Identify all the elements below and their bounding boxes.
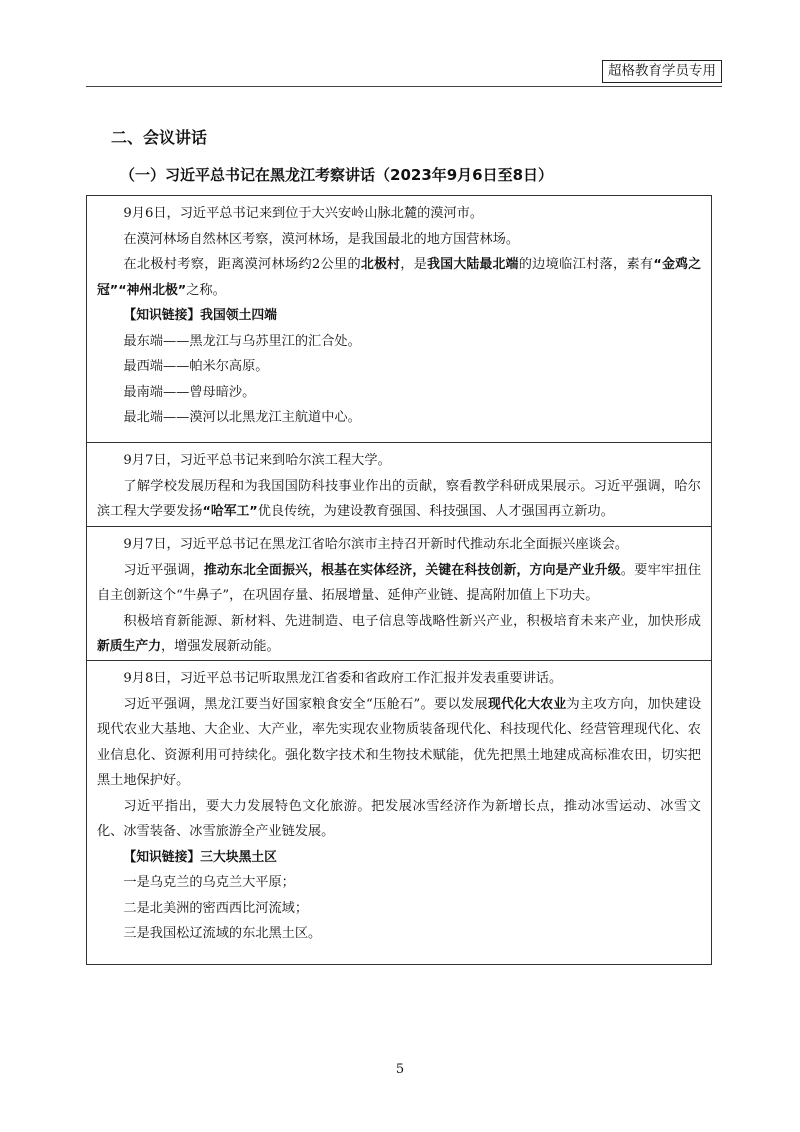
paragraph: 最北端——漠河以北黑龙江主航道中心。 [123,410,361,425]
paragraph: 最南端——曾母暗沙。 [123,384,256,400]
table-row [87,443,711,527]
paragraph: 在北极村考察，距离漠河林场约2公里的北极村，是我国大陆最北端的边境临江村落，素有“金鸡之冠”“神州北极”之称。 [97,257,702,298]
paragraph: 9月7日，习近平总书记来到哈尔滨工程大学。 [123,453,391,468]
table-row [87,527,711,661]
paragraph: 最西端——帕米尔高原。 [123,359,269,374]
knowledge-link-heading: 【知识链接】三大块黑土区 [123,849,277,865]
paragraph: 最东端——黑龙江与乌苏里江的汇合处。 [123,333,361,349]
knowledge-link-heading: 【知识链接】我国领土四端 [123,308,277,323]
page-number: 5 [395,1062,405,1077]
paragraph: 习近平强调，推动东北全面振兴，根基在实体经济，关键在科技创新，方向是产业升级。要牢牢扭住自主创新这个“牛鼻子”，在巩固存量、拓展增量、延伸产业链、提高附加值上下功夫。 [97,562,702,603]
paragraph: 二是北美洲的密西西比河流域； [123,900,309,916]
content-table [86,195,712,965]
sub-title: （一）习近平总书记在黑龙江考察讲话（2023年9月6日至8日） [120,166,554,184]
table-row [87,196,711,443]
paragraph: 了解学校发展历程和为我国国防科技事业作出的贡献，察看教学科研成果展示。习近平强调，哈尔滨工程大学要发扬“哈军工”优良传统，为建设教育强国、科技强国、人才强国再立新功。 [97,478,701,519]
paragraph: 9月8日，习近平总书记听取黑龙江省委和省政府工作汇报并发表重要讲话。 [123,671,563,686]
section-title: 二、会议讲话 [111,128,208,147]
paragraph: 9月7日，习近平总书记在黑龙江省哈尔滨市主持召开新时代推动东北全面振兴座谈会。 [123,537,629,552]
header-divider [86,86,722,87]
header-badge: 超格教育学员专用 [602,60,722,83]
table-row [87,661,711,964]
paragraph: 9月6日，习近平总书记来到位于大兴安岭山脉北麓的漠河市。 [123,206,484,221]
paragraph: 在漠河林场自然林区考察，漠河林场，是我国最北的地方国营林场。 [123,231,520,247]
paragraph: 习近平强调，黑龙江要当好国家粮食安全“压舱石”。要以发展现代化大农业为主攻方向，加快建设现代农业大基地、大企业、大产业，率先实现农业物质装备现代化、科技现代化、经营管理现代化、农业信息化、资源利用可持续化。强化数字技术和生物技术赋能，优先把黑土地建成高标准农田，切实把黑土地保护好。 [97,696,702,788]
paragraph: 积极培育新能源、新材料、先进制造、电子信息等战略性新兴产业，积极培育未来产业，加快形成新质生产力，增强发展新动能。 [97,613,701,654]
paragraph: 一是乌克兰的乌克兰大平原； [123,875,295,890]
paragraph: 习近平指出，要大力发展特色文化旅游。把发展冰雪经济作为新增长点，推动冰雪运动、冰雪文化、冰雪装备、冰雪旅游全产业链发展。 [97,798,701,839]
paragraph: 三是我国松辽流域的东北黑土区。 [123,926,322,941]
